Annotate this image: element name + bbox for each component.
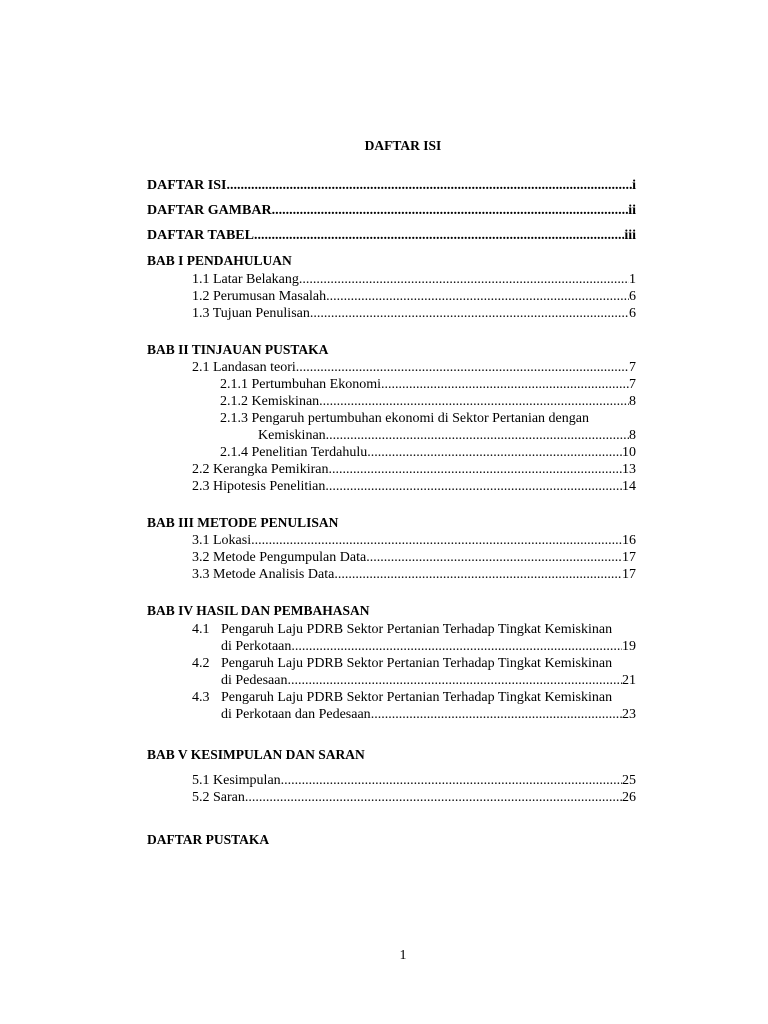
toc-entry-daftar-tabel: DAFTAR TABEL ..... iii [147, 227, 636, 244]
toc-entry-5-2: 5.2 Saran ..... 26 [192, 789, 636, 806]
chapter-heading-bab-1: BAB I PENDAHULUAN [147, 253, 292, 268]
toc-entry-1-1: 1.1 Latar Belakang ..... 1 [192, 271, 636, 288]
toc-entry-2-1-4: 2.1.4 Penelitian Terdahulu ..... 10 [220, 444, 636, 461]
chapter-heading-bab-5: BAB V KESIMPULAN DAN SARAN [147, 747, 365, 762]
toc-entry-1-2: 1.2 Perumusan Masalah ..... 6 [192, 288, 636, 305]
toc-entry-daftar-gambar: DAFTAR GAMBAR ..... ii [147, 202, 636, 219]
toc-entry-4-2: di Pedesaan ..... 21 [221, 672, 636, 689]
toc-entry-4-1: di Perkotaan ..... 19 [221, 638, 636, 655]
toc-entry-4-3: di Perkotaan dan Pedesaan ..... 23 [221, 706, 636, 723]
toc-entry-2-2: 2.2 Kerangka Pemikiran ..... 13 [192, 461, 636, 478]
toc-entry-3-3: 3.3 Metode Analisis Data ..... 17 [192, 566, 636, 583]
toc-entry-5-1: 5.1 Kesimpulan ..... 25 [192, 772, 636, 789]
toc-entry-2-3: 2.3 Hipotesis Penelitian ..... 14 [192, 478, 636, 495]
page-title: DAFTAR ISI [364, 138, 442, 153]
toc-entry-1-3: 1.3 Tujuan Penulisan ..... 6 [192, 305, 636, 322]
toc-entry-3-2: 3.2 Metode Pengumpulan Data ..... 17 [192, 549, 636, 566]
toc-entry-daftar-isi: DAFTAR ISI ..... i [147, 177, 636, 194]
toc-entry-2-1-1: 2.1.1 Pertumbuhan Ekonomi ..... 7 [220, 376, 636, 393]
page-number: 1 [399, 948, 407, 963]
chapter-heading-bab-4: BAB IV HASIL DAN PEMBAHASAN [147, 603, 370, 618]
toc-entry-4-2-line1: 4.2 Pengaruh Laju PDRB Sektor Pertanian Terhadap Tingkat Kemiskinan [192, 656, 613, 671]
toc-entry-4-3-line1: 4.3 Pengaruh Laju PDRB Sektor Pertanian Terhadap Tingkat Kemiskinan [192, 690, 613, 705]
toc-entry-3-1: 3.1 Lokasi ..... 16 [192, 532, 636, 549]
chapter-heading-bab-2: BAB II TINJAUAN PUSTAKA [147, 342, 329, 357]
toc-entry-2-1-2: 2.1.2 Kemiskinan ..... 8 [220, 393, 636, 410]
chapter-heading-bab-3: BAB III METODE PENULISAN [147, 515, 339, 530]
toc-entry-2-1-3-line1: 2.1.3 Pengaruh pertumbuhan ekonomi di Sektor Pertanian dengan [220, 411, 589, 426]
toc-entry-2-1-3: Kemiskinan ..... 8 [258, 427, 636, 444]
toc-entry-2-1: 2.1 Landasan teori ..... 7 [192, 359, 636, 376]
heading-daftar-pustaka: DAFTAR PUSTAKA [147, 832, 270, 847]
toc-entry-4-1-line1: 4.1 Pengaruh Laju PDRB Sektor Pertanian Terhadap Tingkat Kemiskinan [192, 622, 613, 637]
